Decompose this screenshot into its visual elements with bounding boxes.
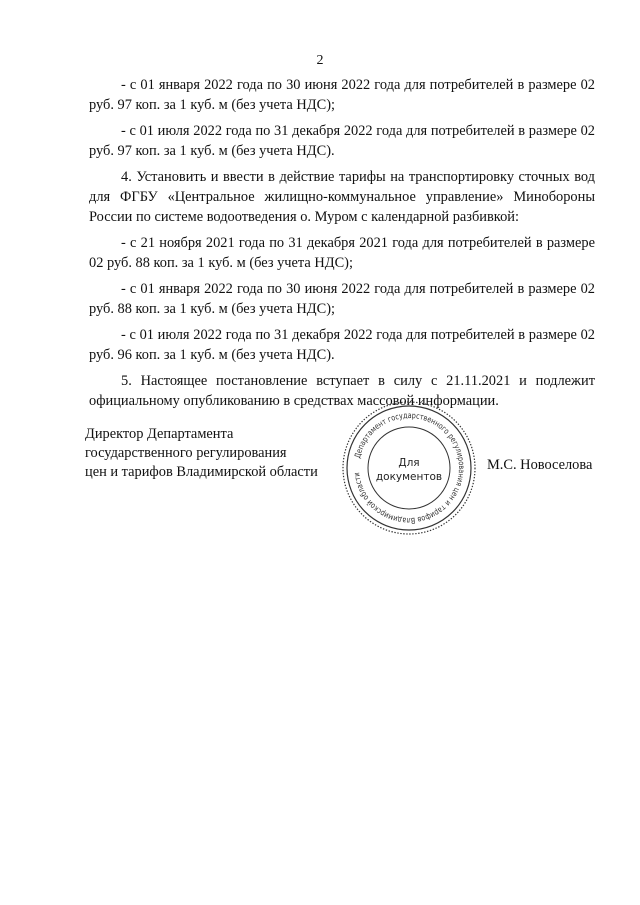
official-stamp [337, 398, 481, 538]
stamp-seal-icon [337, 398, 481, 538]
stamp-ring-text: Департамент государственного регулирования цен и тарифов Владимирской области [352, 410, 467, 526]
page-number: 2 [316, 53, 324, 68]
document-body [89, 75, 595, 411]
tariff-item-2022-h2: - с 01 июля 2022 года по 31 декабря 2022 года для потребителей в размере 02 руб. 97 коп. за 1 куб. м (без учета НДС). [89, 123, 595, 159]
signature-title-line: Директор Департамента [85, 426, 234, 442]
clause-5: 5. Настоящее постановление вступает в силу с 21.11.2021 и подлежит официальному опубликованию в средствах массовой информации. [89, 373, 595, 409]
signature-title-line: цен и тарифов Владимирской области [85, 464, 318, 480]
tariff-item-2021: - с 21 ноября 2021 года по 31 декабря 2021 года для потребителей в размере 02 руб. 88 коп. за 1 куб. м (без учета НДС); [89, 235, 595, 271]
stamp-center-line: документов [375, 471, 443, 483]
tariff-item-2022-h1-wastewater: - с 01 января 2022 года по 30 июня 2022 года для потребителей в размере 02 руб. 88 коп. за 1 куб. м (без учета НДС); [89, 281, 595, 317]
signature-title-line: государственного регулирования [85, 445, 287, 461]
stamp-center-line: Для [398, 457, 420, 469]
tariff-item-2022-h2-wastewater: - с 01 июля 2022 года по 31 декабря 2022 года для потребителей в размере 02 руб. 96 коп. за 1 куб. м (без учета НДС). [89, 327, 595, 363]
signer-name: М.С. Новоселова [487, 457, 593, 473]
clause-4: 4. Установить и ввести в действие тарифы на транспортировку сточных вод для ФГБУ «Центральное жилищно-коммунальное управление» Минобороны России по системе водоотведения о. Муром с календарной разбивкой: [89, 169, 595, 225]
signature-title [85, 425, 318, 482]
tariff-item-2022-h1: - с 01 января 2022 года по 30 июня 2022 года для потребителей в размере 02 руб. 97 коп. за 1 куб. м (без учета НДС); [89, 77, 595, 113]
